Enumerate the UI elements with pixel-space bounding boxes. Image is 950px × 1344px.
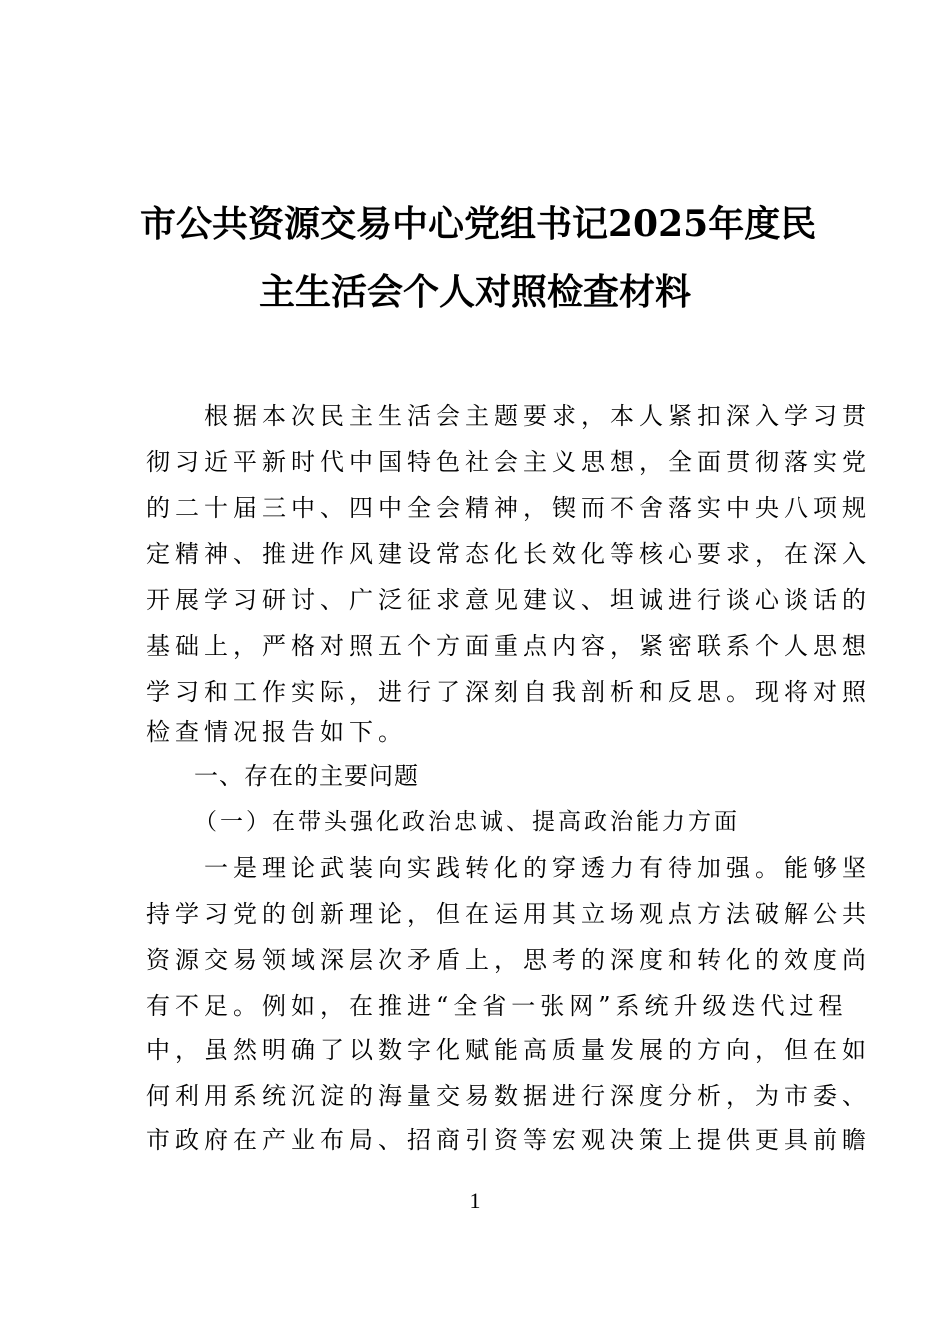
paragraph-1-line-2: 彻习近平新时代中国特色社会主义思想，全面贯彻落实党	[146, 448, 871, 476]
paragraph-2-line-3: 资源交易领域深层次矛盾上，思考的深度和转化的效度尚	[146, 946, 871, 974]
paragraph-2-line-2: 持学习党的创新理论，但在运用其立场观点方法破解公共	[146, 900, 871, 928]
paragraph-1-line-5: 开展学习研讨、广泛征求意见建议、坦诚进行谈心谈话的	[146, 586, 871, 614]
page-number: 1	[469, 1188, 481, 1213]
paragraph-1-line-8: 检查情况报告如下。	[146, 718, 407, 746]
paragraph-1-line-3: 的二十届三中、四中全会精神，锲而不舍落实中央八项规	[146, 494, 871, 522]
document-title-line-1: 市公共资源交易中心党组书记2025年度民	[140, 203, 817, 245]
paragraph-2-line-5: 中，虽然明确了以数字化赋能高质量发展的方向，但在如	[146, 1036, 871, 1064]
paragraph-1-line-6: 基础上，严格对照五个方面重点内容，紧密联系个人思想	[146, 632, 871, 660]
paragraph-1-line-1: 根据本次民主生活会主题要求，本人紧扣深入学习贯	[146, 402, 871, 430]
paragraph-2-line-6: 何利用系统沉淀的海量交易数据进行深度分析，为市委、	[146, 1082, 871, 1110]
section-heading-1: 一、存在的主要问题	[194, 762, 419, 790]
subsection-heading-1: （一）在带头强化政治忠诚、提高政治能力方面	[194, 809, 740, 835]
paragraph-2-line-4: 有不足。例如，在推进“全省一张网”系统升级迭代过程	[146, 992, 848, 1020]
paragraph-1-line-4: 定精神、推进作风建设常态化长效化等核心要求，在深入	[146, 540, 871, 568]
paragraph-2-line-7: 市政府在产业布局、招商引资等宏观决策上提供更具前瞻	[146, 1126, 871, 1154]
document-title-line-2: 主生活会个人对照检查材料	[258, 271, 691, 313]
paragraph-1-line-7: 学习和工作实际，进行了深刻自我剖析和反思。现将对照	[146, 678, 871, 706]
paragraph-2-line-1: 一是理论武装向实践转化的穿透力有待加强。能够坚	[146, 854, 871, 882]
